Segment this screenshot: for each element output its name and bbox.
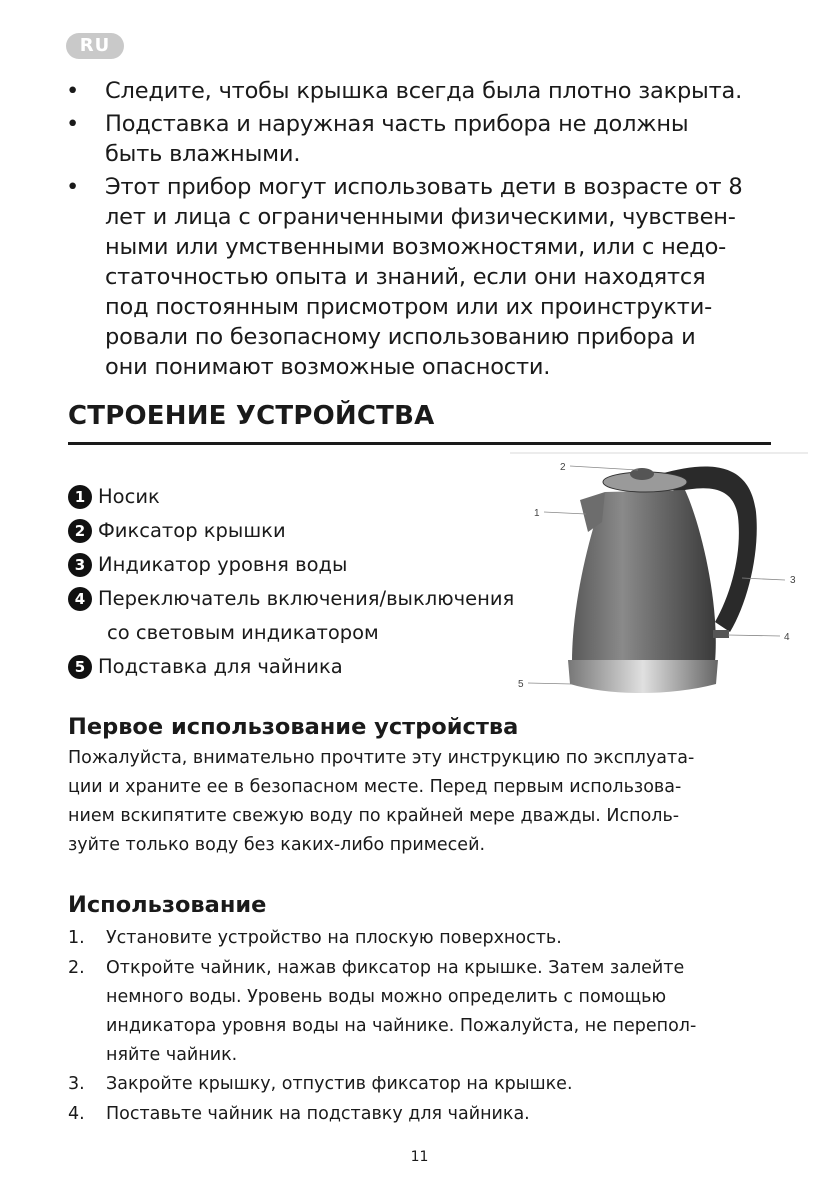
bullet-line: ными или умственными возможностями, или с недо- <box>105 234 727 260</box>
bullet-line: под постоянным присмотром или их проинструкти- <box>105 294 713 320</box>
bullet-dot: • <box>66 174 80 200</box>
paragraph-line: ции и храните ее в безопасном месте. Перед первым использова- <box>68 777 682 797</box>
part-item <box>68 480 514 514</box>
language-badge: RU <box>66 33 124 59</box>
part-item-continuation <box>68 616 514 650</box>
part-item <box>68 582 514 616</box>
usage-step <box>68 954 788 1070</box>
usage-step <box>68 1070 788 1099</box>
usage-step <box>68 924 788 953</box>
bullet-dot: • <box>66 78 80 104</box>
part-label: Носик <box>98 485 160 508</box>
section-title: СТРОЕНИЕ УСТРОЙСТВА <box>68 401 435 431</box>
part-label: Переключатель включения/выключения <box>98 587 515 610</box>
first-use-title: Первое использование устройства <box>68 714 519 740</box>
bullet-line: ровали по безопасному использованию прибора и <box>105 324 696 350</box>
callout-label: 2 <box>560 462 566 473</box>
parts-list <box>68 480 514 684</box>
step-line: Откройте чайник, нажав фиксатор на крышке. Затем залейте <box>106 957 685 978</box>
step-line: няйте чайник. <box>106 1044 238 1065</box>
first-use-paragraph <box>68 744 788 860</box>
step-line: индикатора уровня воды на чайнике. Пожалуйста, не перепол- <box>106 1015 697 1036</box>
safety-bullet-list <box>66 76 786 385</box>
section-divider <box>68 442 771 445</box>
step-line: Установите устройство на плоскую поверхность. <box>106 928 562 948</box>
paragraph-line: Пожалуйста, внимательно прочтите эту инструкцию по эксплуата- <box>68 748 695 768</box>
step-number: 2. <box>68 957 85 978</box>
step-line: Закройте крышку, отпустив фиксатор на крышке. <box>106 1074 573 1094</box>
part-label: Фиксатор крышки <box>98 519 286 542</box>
usage-step <box>68 1100 788 1129</box>
callout-label: 1 <box>534 508 540 519</box>
kettle-diagram <box>510 452 810 700</box>
usage-title: Использование <box>68 892 267 918</box>
part-item <box>68 548 514 582</box>
bullet-line: они понимают возможные опасности. <box>105 354 551 380</box>
part-number-badge: 4 <box>68 587 92 611</box>
part-number-badge: 1 <box>68 485 92 509</box>
power-switch <box>713 630 729 638</box>
callout-label: 3 <box>790 575 796 586</box>
bullet-line: лет и лица с ограниченными физическими, чувствен- <box>105 204 736 230</box>
safety-bullet <box>66 172 786 382</box>
step-number: 1. <box>68 928 85 948</box>
step-number: 3. <box>68 1074 85 1094</box>
paragraph-line: зуйте только воду без каких-либо примесей. <box>68 835 486 855</box>
part-number-badge: 5 <box>68 655 92 679</box>
part-item <box>68 514 514 548</box>
safety-bullet <box>66 109 786 169</box>
bullet-line: статочностью опыта и знаний, если они находятся <box>105 264 706 290</box>
page-number: 11 <box>410 1149 429 1165</box>
step-line: Поставьте чайник на подставку для чайника. <box>106 1103 530 1124</box>
part-number-badge: 2 <box>68 519 92 543</box>
usage-steps-list <box>68 924 788 1129</box>
step-number: 4. <box>68 1103 85 1124</box>
kettle-base <box>568 660 718 693</box>
bullet-line: Следите, чтобы крышка всегда была плотно закрыта. <box>105 78 743 104</box>
part-item <box>68 650 514 684</box>
callout-label: 5 <box>518 679 524 690</box>
part-label: Подставка для чайника <box>98 655 343 678</box>
bullet-dot: • <box>66 111 80 137</box>
bullet-line: быть влажными. <box>105 141 301 167</box>
safety-bullet <box>66 76 786 106</box>
bullet-line: Этот прибор могут использовать дети в возрасте от 8 <box>105 174 743 200</box>
part-label: Индикатор уровня воды <box>98 553 348 576</box>
part-label: со световым индикатором <box>107 621 379 644</box>
paragraph-line: нием вскипятите свежую воду по крайней мере дважды. Исполь- <box>68 806 680 826</box>
step-line: немного воды. Уровень воды можно определить с помощью <box>106 986 667 1007</box>
callout-label: 4 <box>784 632 790 643</box>
part-number-badge: 3 <box>68 553 92 577</box>
bullet-line: Подставка и наружная часть прибора не должны <box>105 111 689 137</box>
